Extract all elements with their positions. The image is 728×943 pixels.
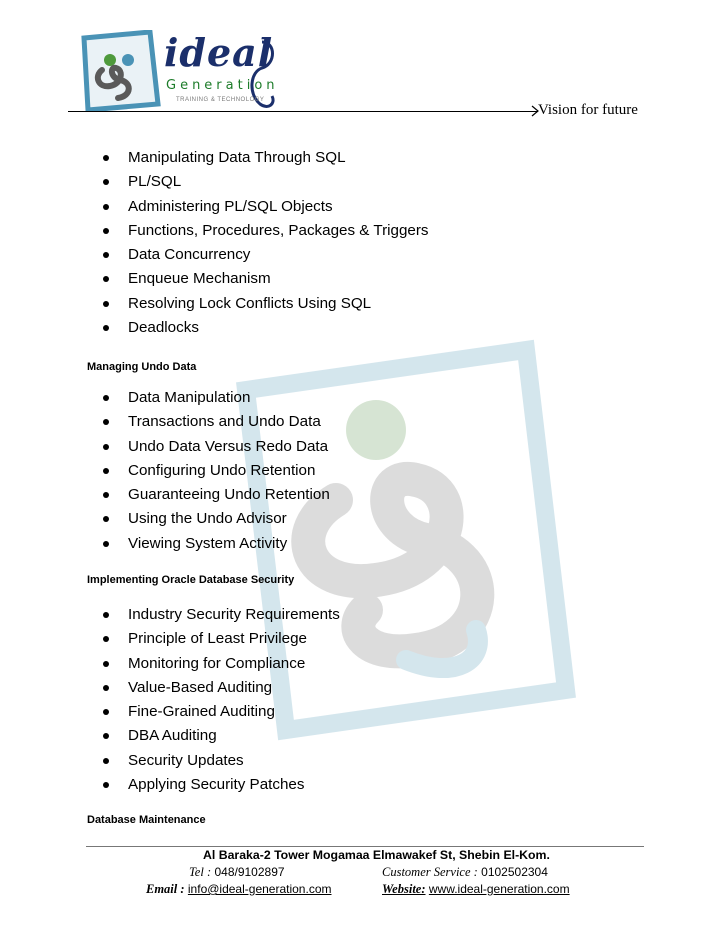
header-tagline: Vision for future xyxy=(538,102,638,118)
list-item: Viewing System Activity xyxy=(96,532,330,556)
list-item: DBA Auditing xyxy=(96,724,340,748)
list-item: Deadlocks xyxy=(96,316,429,340)
ig-logo-icon xyxy=(76,30,162,112)
footer-tel xyxy=(189,863,285,881)
list-item: Administering PL/SQL Objects xyxy=(96,195,429,219)
section-heading-maintenance: Database Maintenance xyxy=(87,814,206,826)
list-item: Value-Based Auditing xyxy=(96,676,340,700)
footer-email xyxy=(146,880,332,898)
footer-service xyxy=(382,863,548,881)
email-label: Email : xyxy=(146,882,185,896)
footer-website xyxy=(382,880,570,898)
topic-list-undo xyxy=(96,386,330,556)
logo-wordmark: ideal xyxy=(164,30,274,75)
list-item: Configuring Undo Retention xyxy=(96,459,330,483)
list-item: Principle of Least Privilege xyxy=(96,627,340,651)
list-item: Fine-Grained Auditing xyxy=(96,700,340,724)
list-item: Security Updates xyxy=(96,749,340,773)
list-item: Data Concurrency xyxy=(96,243,429,267)
section-heading-security: Implementing Oracle Database Security xyxy=(87,574,295,586)
footer-address: Al Baraka-2 Tower Mogamaa Elmawakef St, Shebin El-Kom. xyxy=(203,848,550,862)
topic-list-concurrency xyxy=(96,146,429,340)
logo-generation-text: Generation xyxy=(166,78,279,93)
list-item: Using the Undo Advisor xyxy=(96,507,330,531)
section-heading-undo: Managing Undo Data xyxy=(87,361,197,373)
list-item: Applying Security Patches xyxy=(96,773,340,797)
company-logo xyxy=(76,30,298,116)
list-item: Guaranteeing Undo Retention xyxy=(96,483,330,507)
list-item: Monitoring for Compliance xyxy=(96,652,340,676)
website-label: Website: xyxy=(382,882,426,896)
list-item: PL/SQL xyxy=(96,170,429,194)
header-divider xyxy=(68,111,538,112)
list-item: Functions, Procedures, Packages & Triggers xyxy=(96,219,429,243)
list-item: Manipulating Data Through SQL xyxy=(96,146,429,170)
website-link[interactable]: www.ideal-generation.com xyxy=(428,882,570,896)
topic-list-security xyxy=(96,603,340,797)
list-item: Transactions and Undo Data xyxy=(96,410,330,434)
tel-label: Tel : xyxy=(189,865,212,879)
tel-value: 048/9102897 xyxy=(214,865,285,879)
list-item: Resolving Lock Conflicts Using SQL xyxy=(96,292,429,316)
logo-tagline: TRAINING & TECHNOLOGY xyxy=(176,97,265,103)
list-item: Industry Security Requirements xyxy=(96,603,340,627)
list-item: Undo Data Versus Redo Data xyxy=(96,435,330,459)
service-value: 0102502304 xyxy=(481,865,548,879)
list-item: Enqueue Mechanism xyxy=(96,267,429,291)
list-item: Data Manipulation xyxy=(96,386,330,410)
email-link[interactable]: info@ideal-generation.com xyxy=(187,882,332,896)
service-label: Customer Service : xyxy=(382,865,478,879)
